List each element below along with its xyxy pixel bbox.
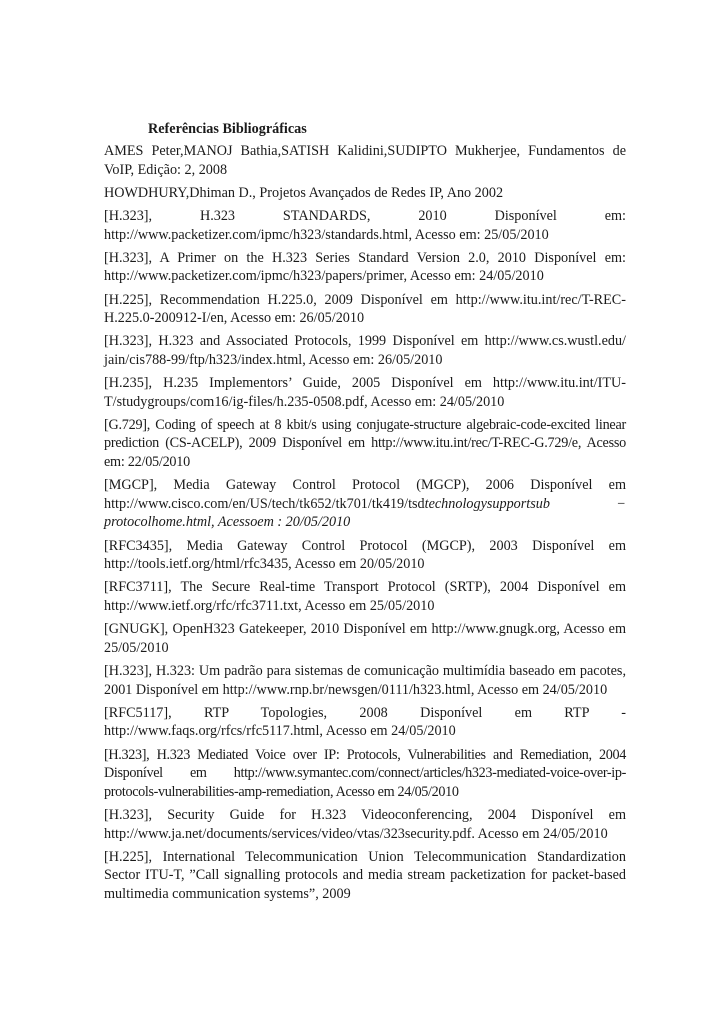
reference-item <box>104 291 626 328</box>
section-heading: Referências Bibliográficas <box>148 121 307 137</box>
reference-text: [H.235], H.235 Implementors’ Guide, 2005 Disponível em http://www.itu.int/ITU-T/studygroups/com16/ig-files/h.235-0508.pdf, Acesso em: 24/05/2010 <box>104 375 626 410</box>
reference-text: HOWDHURY,Dhiman D., Projetos Avançados de Redes IP, Ano 2002 <box>104 184 504 201</box>
reference-text: AMES Peter,MANOJ Bathia,SATISH Kalidini,SUDIPTO Mukherjee, Fundamentos de VoIP, Edição: 2, 2008 <box>104 143 626 178</box>
reference-text: [RFC5117], RTP Topologies, 2008 Disponível em RTP - http://www.faqs.org/rfcs/rfc5117.html, Acesso em 24/05/2010 <box>104 704 626 740</box>
reference-item <box>104 332 626 369</box>
reference-text: [GNUGK], OpenH323 Gatekeeper, 2010 Disponível em http://www.gnugk.org, Acesso em 25/05/2010 <box>104 621 626 656</box>
reference-item <box>104 184 626 203</box>
reference-text: [H.323], H.323: Um padrão para sistemas de comunicação multimídia baseado em pacotes, 2001 Disponível em http://www.rnp.br/newsgen/0111/h323.html, Acesso em 24/05/2010 <box>104 662 626 698</box>
reference-text: [H.323], Security Guide for H.323 Videoconferencing, 2004 Disponível em http://www.ja.net/documents/services/video/vtas/323security.pdf. Acesso em 24/05/2010 <box>104 806 626 842</box>
reference-text: [H.323], H.323 and Associated Protocols, 1999 Disponível em http://www.cs.wustl.edu/ jain/cis788-99/ftp/h323/index.html, Acesso em: 26/05/2010 <box>104 333 626 368</box>
reference-item <box>104 476 626 532</box>
reference-item <box>104 578 626 615</box>
reference-item <box>104 806 626 843</box>
reference-item <box>104 374 626 411</box>
reference-text: [RFC3435], Media Gateway Control Protocol (MGCP), 2003 Disponível em http://tools.ietf.org/html/rfc3435, Acesso em 20/05/2010 <box>104 537 626 573</box>
reference-text: [RFC3711], The Secure Real-time Transport Protocol (SRTP), 2004 Disponível em http://www.ietf.org/rfc/rfc3711.txt, Acesso em 25/05/2010 <box>104 579 626 614</box>
reference-text: [H.225], Recommendation H.225.0, 2009 Disponível em http://www.itu.int/rec/T-REC-H.225.0-200912-I/en, Acesso em: 26/05/2010 <box>104 291 626 327</box>
reference-item <box>104 620 626 657</box>
reference-item <box>104 848 626 904</box>
reference-item <box>104 704 626 741</box>
reference-item <box>104 662 626 699</box>
reference-item <box>104 537 626 574</box>
reference-text: [G.729], Coding of speech at 8 kbit/s using conjugate-structure algebraic-code-excited linear prediction (CS-ACELP), 2009 Disponível em http://www.itu.int/rec/T-REC-G.729/e, Acesso em: 22/05/2010 <box>104 416 626 471</box>
reference-item <box>104 249 626 286</box>
reference-math-text: technologysupportsub − protocolhome.html, Acessoem : 20/05/2010 <box>104 495 626 531</box>
reference-text: [H.323], H.323 STANDARDS, 2010 Disponível em: http://www.packetizer.com/ipmc/h323/standards.html, Acesso em: 25/05/2010 <box>104 207 626 243</box>
references-page <box>104 120 626 908</box>
reference-item <box>104 142 626 179</box>
reference-text: [MGCP], Media Gateway Control Protocol (MGCP), 2006 Disponível em http://www.cisco.com/en/US/tech/tk652/tk701/tk419/tsd <box>104 477 626 512</box>
reference-item <box>104 746 626 802</box>
reference-text: [H.323], H.323 Mediated Voice over IP: Protocols, Vulnerabilities and Remediation, 2004 Disponível em http://www.symantec.com/connect/articles/h323-mediated-voice-over-ip-protocols-vulnerabilities-amp-remediation, Acesso em 24/05/2010 <box>104 746 626 800</box>
reference-item <box>104 416 626 472</box>
reference-text: [H.225], International Telecommunication Union Telecommunication Standardization Sector ITU-T, ”Call signalling protocols and media stream packetization for packet-based multimedia communication systems”, 2009 <box>104 848 626 902</box>
reference-text: [H.323], A Primer on the H.323 Series Standard Version 2.0, 2010 Disponível em: http://www.packetizer.com/ipmc/h323/papers/primer, Acesso em: 24/05/2010 <box>104 249 626 285</box>
reference-item <box>104 207 626 244</box>
